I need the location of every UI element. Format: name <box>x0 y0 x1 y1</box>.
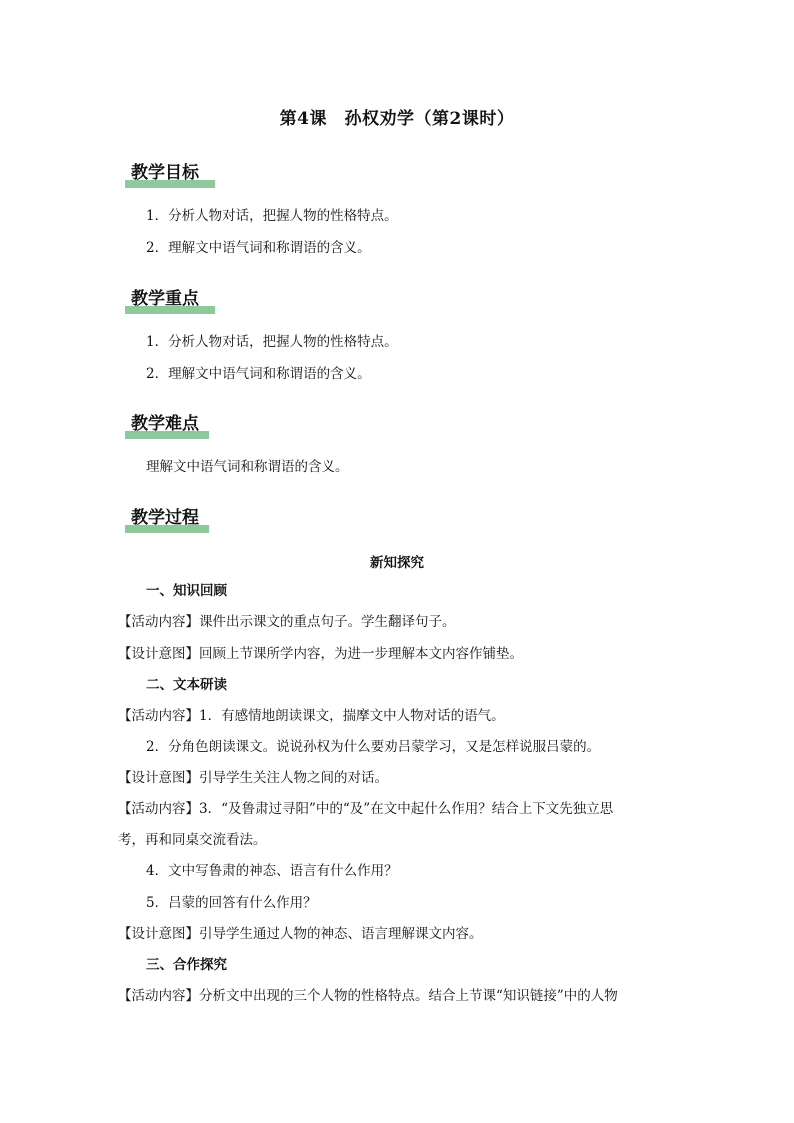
process-line: 【活动内容】3．“及鲁肃过寻阳”中的“及”在文中起什么作用？结合上下文先独立思 <box>118 801 614 817</box>
section-heading-label: 教学目标 <box>131 163 199 183</box>
part-heading: 三、合作探究 <box>146 957 227 973</box>
difficulty-item: 理解文中语气词和称谓语的含义。 <box>146 459 349 475</box>
process-line: 【设计意图】引导学生关注人物之间的对话。 <box>118 770 388 786</box>
process-line: 【设计意图】回顾上节课所学内容，为进一步理解本文内容作铺垫。 <box>118 646 523 662</box>
section-heading-focus <box>125 286 199 314</box>
section-heading-label: 教学过程 <box>131 508 199 528</box>
goal-item: 2．理解文中语气词和称谓语的含义。 <box>146 240 371 256</box>
section-heading-goals <box>125 160 199 188</box>
section-heading-label: 教学难点 <box>131 414 199 434</box>
process-line: 【活动内容】课件出示课文的重点句子。学生翻译句子。 <box>118 614 456 630</box>
process-line: 5．吕蒙的回答有什么作用？ <box>146 895 317 911</box>
process-line: 4．文中写鲁肃的神态、语言有什么作用？ <box>146 863 398 879</box>
part-heading: 二、文本研读 <box>146 677 227 693</box>
process-line: 2．分角色朗读课文。说说孙权为什么要劝吕蒙学习，又是怎样说服吕蒙的。 <box>146 739 601 755</box>
focus-item: 2．理解文中语气词和称谓语的含义。 <box>146 366 371 382</box>
subsection-title: 新知探究 <box>370 555 424 571</box>
page-title: 第4课 孙权劝学（第2课时） <box>279 109 515 129</box>
part-heading: 一、知识回顾 <box>146 583 227 599</box>
section-heading-label: 教学重点 <box>131 289 199 309</box>
process-line: 【设计意图】引导学生通过人物的神态、语言理解课文内容。 <box>118 926 483 942</box>
section-heading-process <box>125 505 199 533</box>
section-heading-difficulty <box>125 411 199 439</box>
process-line: 【活动内容】分析文中出现的三个人物的性格特点。结合上节课“知识链接”中的人物 <box>118 988 618 1004</box>
goal-item: 1．分析人物对话，把握人物的性格特点。 <box>146 208 398 224</box>
process-line: 【活动内容】1．有感情地朗读课文，揣摩文中人物对话的语气。 <box>118 708 505 724</box>
process-line: 考，再和同桌交流看法。 <box>118 832 267 848</box>
focus-item: 1．分析人物对话，把握人物的性格特点。 <box>146 334 398 350</box>
